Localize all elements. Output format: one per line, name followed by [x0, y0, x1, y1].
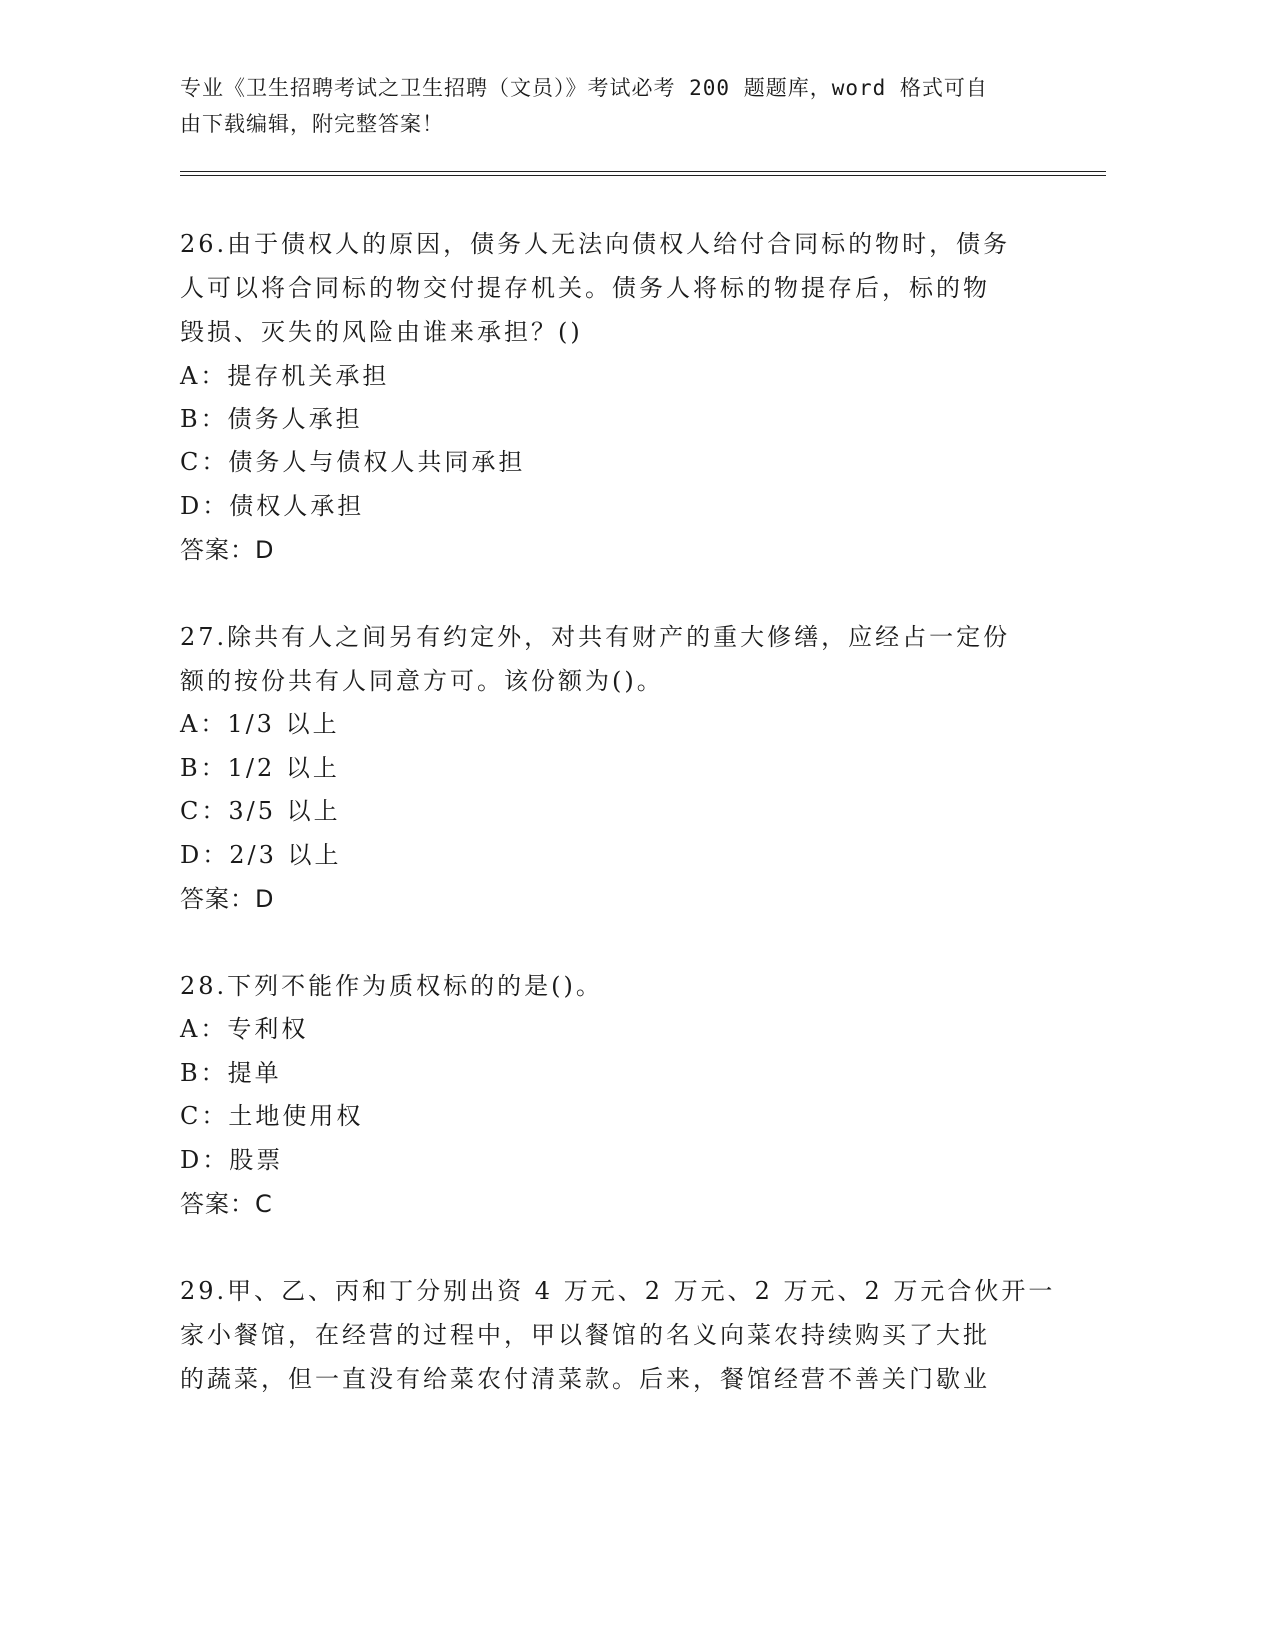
option-a: A：专利权 [180, 1015, 309, 1043]
option-d: D：债权人承担 [180, 492, 365, 520]
question-text-line: 29.甲、乙、丙和丁分别出资 4 万元、2 万元、2 万元、2 万元合伙开一 [180, 1277, 1056, 1305]
answer: 答案：C [180, 1190, 273, 1218]
option-c: C：3/5 以上 [180, 797, 341, 825]
option-d: D：股票 [180, 1146, 284, 1174]
header-line-1: 专业《卫生招聘考试之卫生招聘（文员）》考试必考 200 题题库，word 格式可自 [180, 76, 988, 100]
option-d: D：2/3 以上 [180, 841, 342, 869]
option-a: A：1/3 以上 [180, 710, 340, 738]
question-text-line: 毁损、灭失的风险由谁来承担？() [180, 318, 583, 346]
header-divider-top [180, 171, 1106, 172]
question-text-line: 额的按份共有人同意方可。该份额为()。 [180, 667, 664, 695]
option-a: A：提存机关承担 [180, 362, 390, 390]
question-text-line: 28.下列不能作为质权标的的是()。 [180, 972, 603, 1000]
question-text-line: 27.除共有人之间另有约定外，对共有财产的重大修缮，应经占一定份 [180, 623, 1011, 651]
answer: 答案：D [180, 536, 275, 564]
question-text-line: 的蔬菜，但一直没有给菜农付清菜款。后来，餐馆经营不善关门歇业 [180, 1365, 990, 1393]
option-b: B：1/2 以上 [180, 754, 340, 782]
header-line-2: 由下载编辑，附完整答案！ [180, 112, 444, 136]
question-text-line: 家小餐馆，在经营的过程中，甲以餐馆的名义向菜农持续购买了大批 [180, 1321, 990, 1349]
option-c: C：债务人与债权人共同承担 [180, 448, 526, 476]
answer: 答案：D [180, 885, 275, 913]
option-b: B：债务人承担 [180, 405, 363, 433]
option-b: B：提单 [180, 1059, 282, 1087]
document-header [180, 70, 1040, 142]
header-divider-bottom [180, 175, 1106, 176]
question-text-line: 人可以将合同标的物交付提存机关。债务人将标的物提存后，标的物 [180, 274, 990, 302]
question-text-line: 26.由于债权人的原因，债务人无法向债权人给付合同标的物时，债务 [180, 230, 1011, 258]
option-c: C：土地使用权 [180, 1102, 364, 1130]
